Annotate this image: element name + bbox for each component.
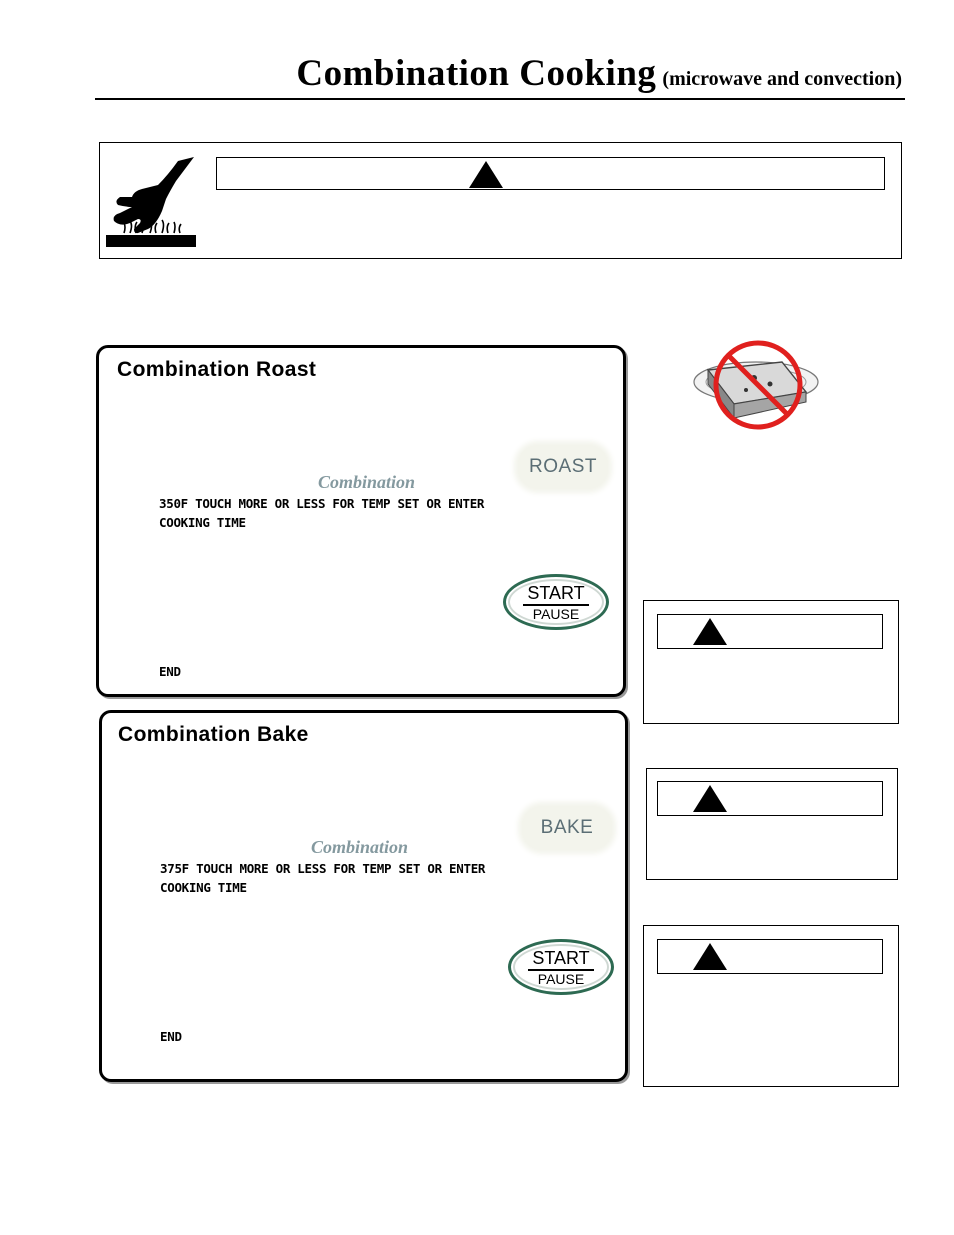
roast-end-display: END [159,664,181,679]
caution-banner [657,939,883,974]
bake-panel-title: Combination Bake [118,723,309,746]
hot-surface-hand-icon [106,155,198,249]
roast-display-line-1: 350F TOUCH MORE OR LESS FOR TEMP SET OR ENTER [159,496,485,511]
roast-panel-title: Combination Roast [117,358,317,381]
roast-start-pause-button[interactable] [503,574,609,630]
no-metal-tray-icon [690,340,822,434]
bake-start-label: START [532,948,590,968]
caution-banner [657,614,883,649]
combination-roast-panel [96,345,626,697]
page-title-main: Combination Cooking [296,53,657,94]
caution-box-2 [646,768,898,880]
bake-display-line-2: COOKING TIME [160,880,247,895]
page-title-subtitle: (microwave and convection) [662,68,902,90]
roast-key[interactable]: ROAST [518,445,608,489]
roast-start-label: START [527,583,585,603]
caution-triangle-icon [469,161,503,188]
caution-triangle-icon [693,618,727,645]
title-divider [95,98,905,100]
bake-key[interactable]: BAKE [522,806,612,850]
caution-banner [657,781,883,816]
caution-triangle-icon [693,785,727,812]
bake-display-line-1: 375F TOUCH MORE OR LESS FOR TEMP SET OR ENTER [160,861,486,876]
caution-box-3 [643,925,899,1087]
bake-display-mode: Combination [311,837,409,857]
roast-pause-label: PAUSE [532,606,580,622]
caution-box-1 [643,600,899,724]
roast-display-mode: Combination [318,472,416,492]
bake-start-pause-button[interactable] [508,939,614,995]
bake-pause-label: PAUSE [537,971,585,987]
combination-bake-panel [99,710,628,1082]
caution-triangle-icon [693,943,727,970]
bake-end-display: END [160,1029,182,1044]
caution-banner [216,157,885,190]
hot-surface-caution-box [99,142,902,259]
roast-display-line-2: COOKING TIME [159,515,246,530]
page-title [296,52,902,95]
